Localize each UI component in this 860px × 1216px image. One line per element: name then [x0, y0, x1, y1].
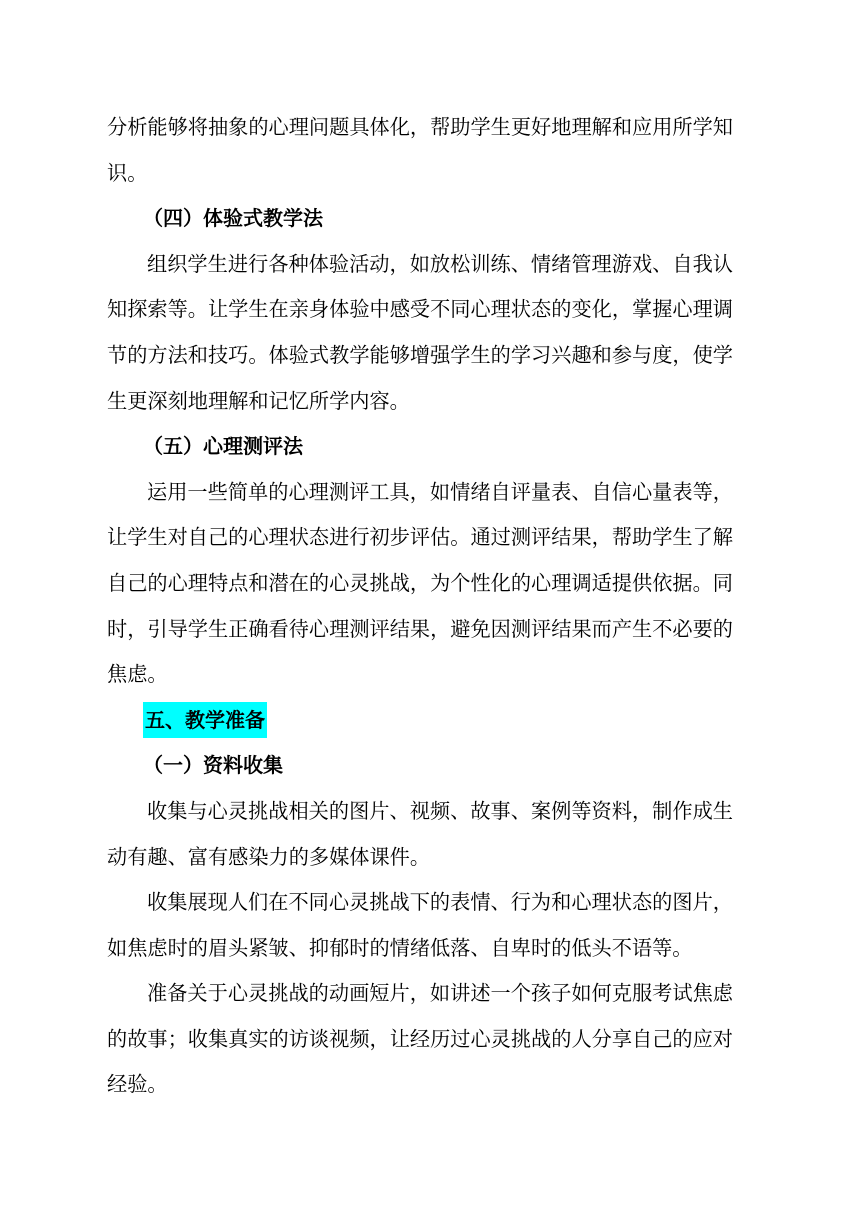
paragraph-intro-continuation: 分析能够将抽象的心理问题具体化，帮助学生更好地理解和应用所学知识。: [107, 115, 733, 185]
document-page: [107, 105, 733, 1108]
subheading-material-collection: （一）资料收集: [143, 753, 283, 778]
paragraph-experiential-teaching: 组织学生进行各种体验活动，如放松训练、情绪管理游戏、自我认知探索等。让学生在亲身体验中感受不同心理状态的变化，掌握心理调节的方法和技巧。体验式教学能够增强学生的学习兴趣和参与度，使学生更深刻地理解和记忆所学内容。: [107, 251, 733, 413]
paragraph-material-collection-2: 收集展现人们在不同心灵挑战下的表情、行为和心理状态的图片，如焦虑时的眉头紧皱、抑郁时的情绪低落、自卑时的低头不语等。: [107, 890, 733, 960]
paragraph-material-collection-1: 收集与心灵挑战相关的图片、视频、故事、案例等资料，制作成生动有趣、富有感染力的多媒体课件。: [107, 798, 733, 869]
paragraph-material-collection-3: 准备关于心灵挑战的动画短片，如讲述一个孩子如何克服考试焦虑的故事；收集真实的访谈视频，让经历过心灵挑战的人分享自己的应对经验。: [107, 981, 733, 1097]
subheading-psychological-assessment: （五）心理测评法: [143, 434, 303, 459]
paragraph-psychological-assessment: 运用一些简单的心理测评工具，如情绪自评量表、自信心量表等，让学生对自己的心理状态进行初步评估。通过测评结果，帮助学生了解自己的心理特点和潜在的心灵挑战，为个性化的心理调适提供依据。同时，引导学生正确看待心理测评结果，避免因测评结果而产生不必要的焦虑。: [107, 479, 733, 687]
subheading-experiential-teaching: （四）体验式教学法: [143, 206, 323, 231]
section-heading-teaching-preparation: [107, 698, 733, 744]
highlighted-heading-text: 五、教学准备: [143, 702, 267, 738]
